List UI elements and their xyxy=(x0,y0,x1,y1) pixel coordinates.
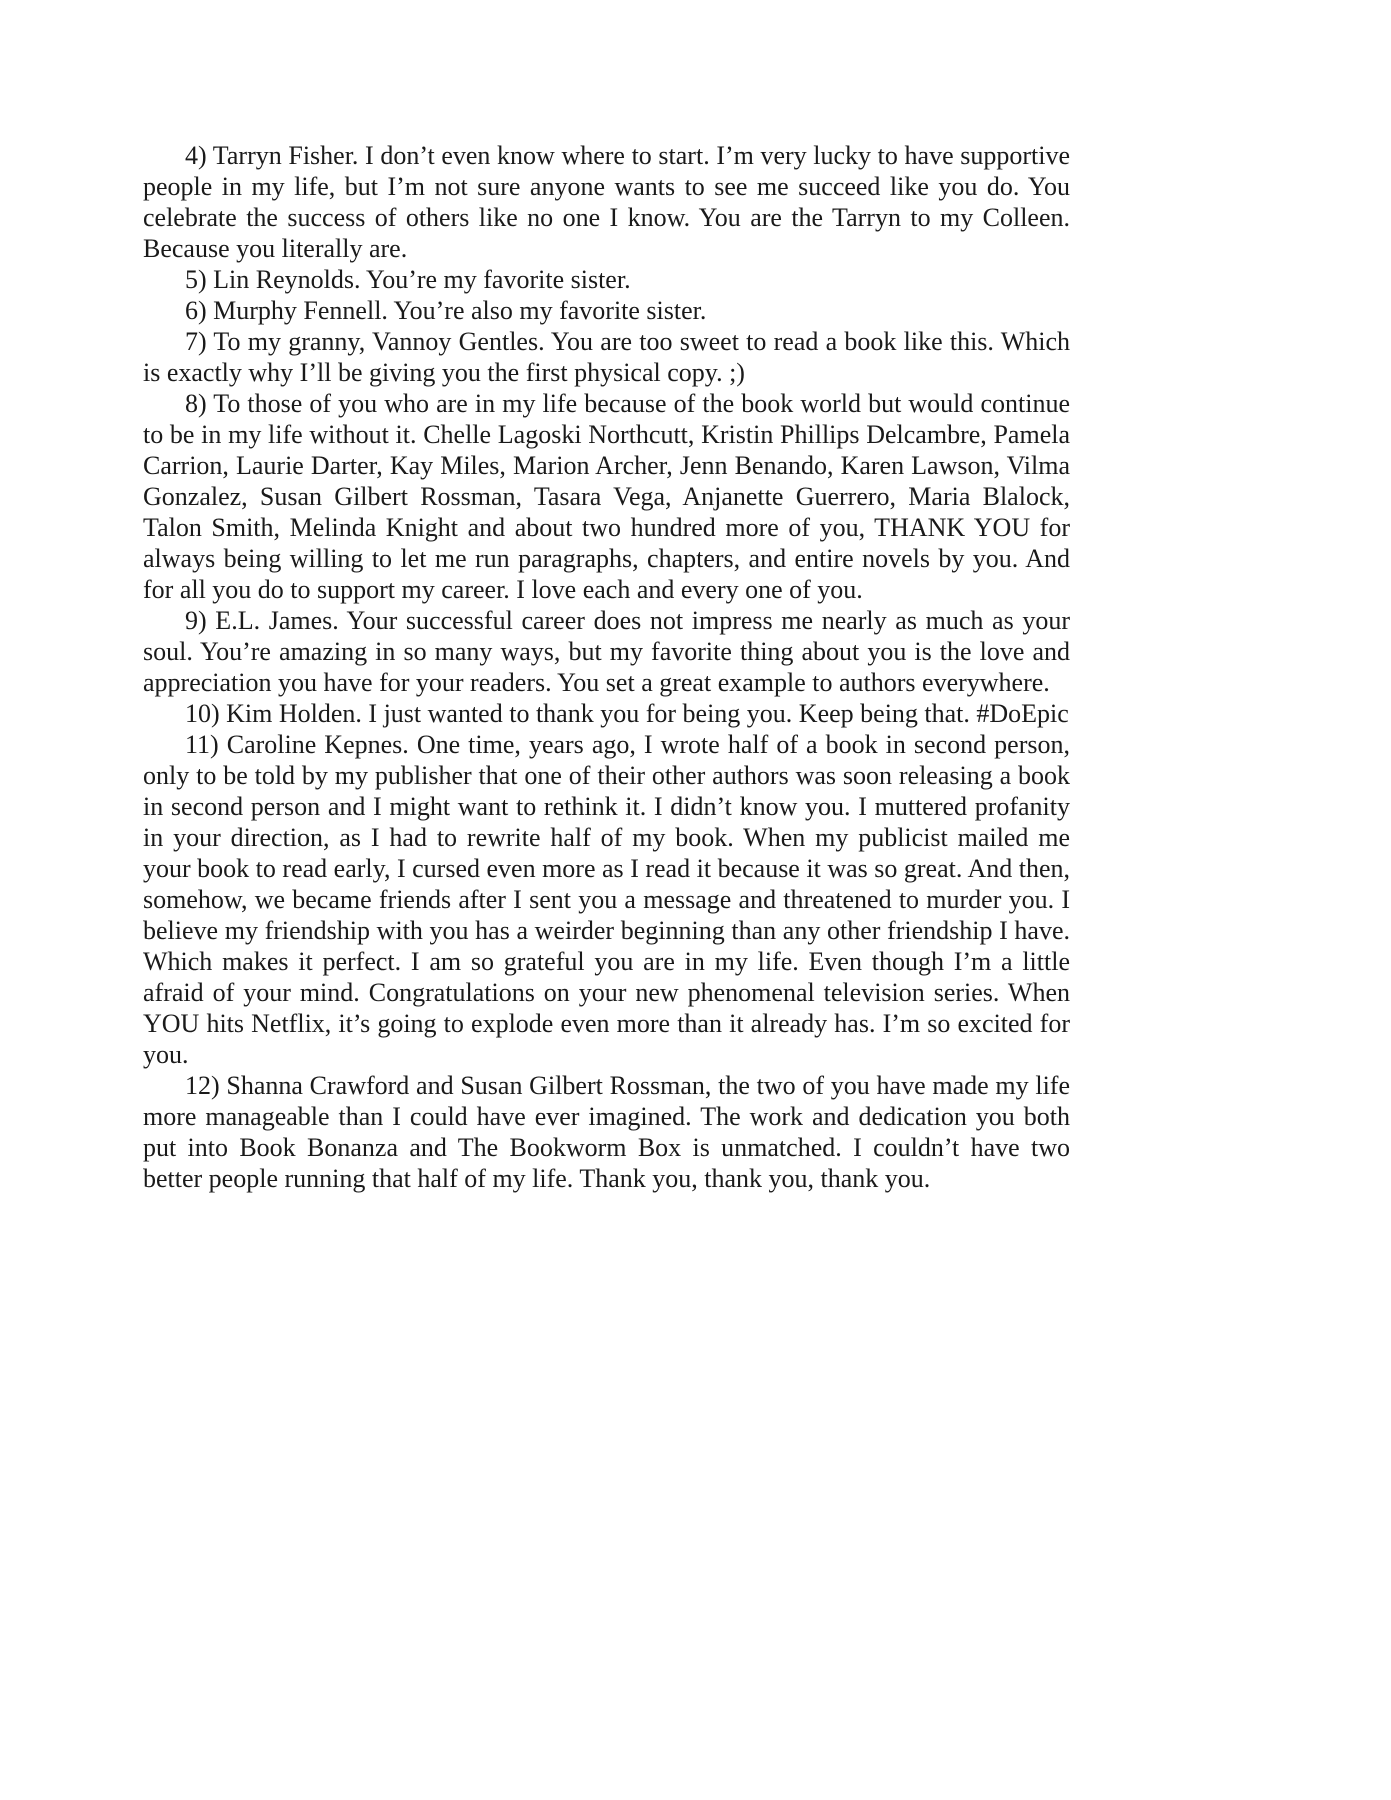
paragraph: 7) To my granny, Vannoy Gentles. You are too sweet to read a book like this. Which is exactly why I’ll be giving you the first physical copy. ;) xyxy=(143,327,1070,387)
paragraph: 12) Shanna Crawford and Susan Gilbert Rossman, the two of you have made my life more manageable than I could have ever imagined. The work and dedication you both put into Book Bonanza and The Bookworm Box is unmatched. I couldn’t have two better people running that half of my life. Thank you, thank you, thank you. xyxy=(143,1071,1070,1193)
paragraph: 11) Caroline Kepnes. One time, years ago, I wrote half of a book in second person, only to be told by my publisher that one of their other authors was soon releasing a book in second person and I might want to rethink it. I didn’t know you. I muttered profanity in your direction, as I had to rewrite half of my book. When my publicist mailed me your book to read early, I cursed even more as I read it because it was so great. And then, somehow, we became friends after I sent you a message and threatened to murder you. I believe my friendship with you has a weirder beginning than any other friendship I have. Which makes it perfect. I am so grateful you are in my life. Even though I’m a little afraid of your mind. Congratulations on your new phenomenal television series. When YOU hits Netflix, it’s going to explode even more than it already has. I’m so excited for you. xyxy=(143,730,1070,1069)
acknowledgments-text-block xyxy=(143,140,1070,1194)
paragraph: 8) To those of you who are in my life because of the book world but would continue to be in my life without it. Chelle Lagoski Northcutt, Kristin Phillips Delcambre, Pamela Carrion, Laurie Darter, Kay Miles, Marion Archer, Jenn Benando, Karen Lawson, Vilma Gonzalez, Susan Gilbert Rossman, Tasara Vega, Anjanette Guerrero, Maria Blalock, Talon Smith, Melinda Knight and about two hundred more of you, THANK YOU for always being willing to let me run paragraphs, chapters, and entire novels by you. And for all you do to support my career. I love each and every one of you. xyxy=(143,389,1070,604)
paragraph: 5) Lin Reynolds. You’re my favorite sister. xyxy=(185,265,631,294)
paragraph: 6) Murphy Fennell. You’re also my favorite sister. xyxy=(185,296,707,325)
paragraph: 9) E.L. James. Your successful career does not impress me nearly as much as your soul. You’re amazing in so many ways, but my favorite thing about you is the love and appreciation you have for your readers. You set a great example to authors everywhere. xyxy=(143,606,1070,697)
paragraph: 4) Tarryn Fisher. I don’t even know where to start. I’m very lucky to have supportive people in my life, but I’m not sure anyone wants to see me succeed like you do. You celebrate the success of others like no one I know. You are the Tarryn to my Colleen. Because you literally are. xyxy=(143,141,1070,263)
paragraph: 10) Kim Holden. I just wanted to thank you for being you. Keep being that. #DoEpic xyxy=(185,699,1069,728)
